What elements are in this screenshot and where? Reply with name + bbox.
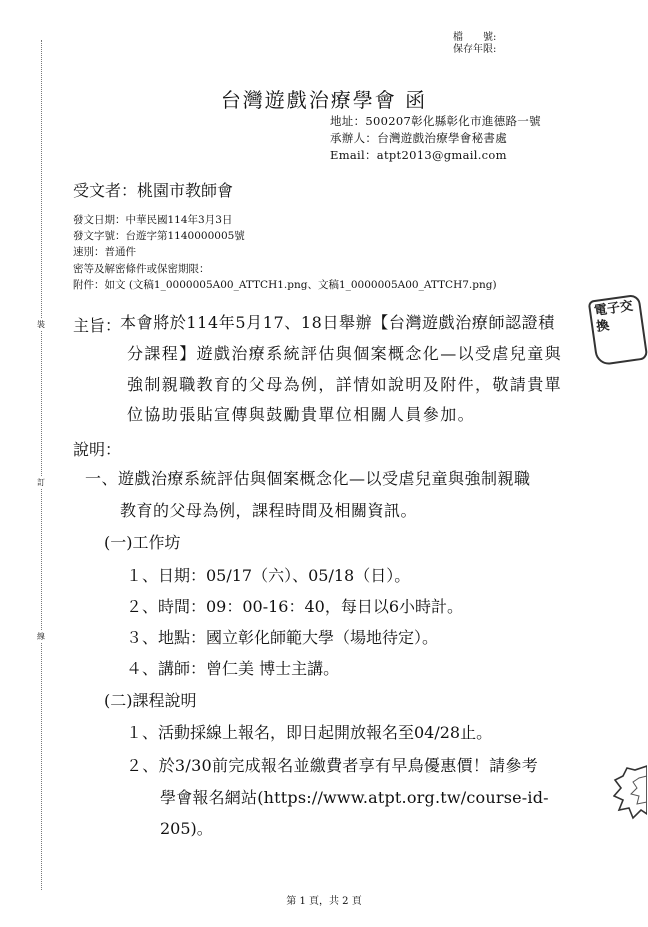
sender-handler: 承辦人：台灣遊戲治療學會秘書處 bbox=[330, 131, 507, 145]
binding-char-bottom: 線 bbox=[37, 632, 45, 641]
issue-number: 發文字號：台遊字第1140000005號 bbox=[73, 230, 245, 242]
course-heading: (二)課程說明 bbox=[104, 691, 197, 710]
explanation-item-1-line-2: 教育的父母為例，課程時間及相關資訊。 bbox=[120, 501, 418, 520]
secrecy-level: 密等及解密條件或保密期限： bbox=[73, 263, 210, 275]
explanation-item-1-line-1: 一、遊戲治療系統評估與個案概念化—以受虐兒童與強制親職 bbox=[85, 469, 531, 488]
subject-label: 主旨： bbox=[73, 316, 122, 335]
workshop-item-location: ３、地點：國立彰化師範大學（場地待定）。 bbox=[126, 628, 439, 647]
subject-line-3: 強制親職教育的父母為例，詳情如說明及附件，敬請貴單 bbox=[127, 375, 563, 394]
subject-line-2: 分課程】遊戲治療系統評估與個案概念化—以受虐兒童與 bbox=[127, 344, 563, 363]
workshop-item-time: ２、時間：09：00-16：40，每日以6小時計。 bbox=[126, 597, 464, 616]
explanation-label: 說明： bbox=[73, 440, 122, 459]
file-number-label: 檔 號: bbox=[453, 32, 497, 43]
electronic-exchange-stamp: 電子交換 bbox=[588, 294, 648, 367]
sender-address: 地址：500207彰化縣彰化市進德路一號 bbox=[330, 114, 541, 128]
official-seal-fragment bbox=[613, 764, 647, 820]
issue-date: 發文日期：中華民國114年3月3日 bbox=[73, 214, 233, 226]
course-item-early-bird-line-3: 205)。 bbox=[160, 819, 213, 838]
recipient: 受文者：桃園市教師會 bbox=[73, 181, 234, 200]
binding-line bbox=[41, 40, 42, 890]
workshop-item-lecturer: ４、講師：曾仁美 博士主講。 bbox=[126, 659, 340, 678]
subject-line-1: 本會將於114年5月17、18日舉辦【台灣遊戲治療師認證積 bbox=[120, 313, 555, 332]
page-number: 第 1 頁，共 2 頁 bbox=[286, 896, 362, 907]
binding-char-middle: 訂 bbox=[37, 478, 45, 487]
retention-period-label: 保存年限: bbox=[453, 44, 497, 55]
subject-line-4: 位協助張貼宣傳與鼓勵貴單位相關人員參加。 bbox=[127, 405, 476, 424]
course-item-early-bird-line-1: ２、於3/30前完成報名並繳費者享有早鳥優惠價！請參考 bbox=[126, 756, 539, 775]
course-item-registration: １、活動採線上報名，即日起開放報名至04/28止。 bbox=[126, 723, 493, 742]
delivery-speed: 速別：普通件 bbox=[73, 246, 136, 258]
course-item-early-bird-line-2: 學會報名網站(https://www.atpt.org.tw/course-id- bbox=[160, 788, 549, 807]
binding-char-top: 裝 bbox=[37, 320, 45, 329]
workshop-item-date: １、日期：05/17（六）、05/18（日）。 bbox=[126, 566, 411, 585]
workshop-heading: (一)工作坊 bbox=[104, 533, 181, 552]
document-title: 台灣遊戲治療學會 函 bbox=[220, 88, 428, 112]
sender-email: Email：atpt2013@gmail.com bbox=[330, 148, 507, 162]
attachment: 附件：如文 (文稿1_0000005A00_ATTCH1.png、文稿1_0000005A00_ATTCH7.png) bbox=[73, 279, 497, 291]
